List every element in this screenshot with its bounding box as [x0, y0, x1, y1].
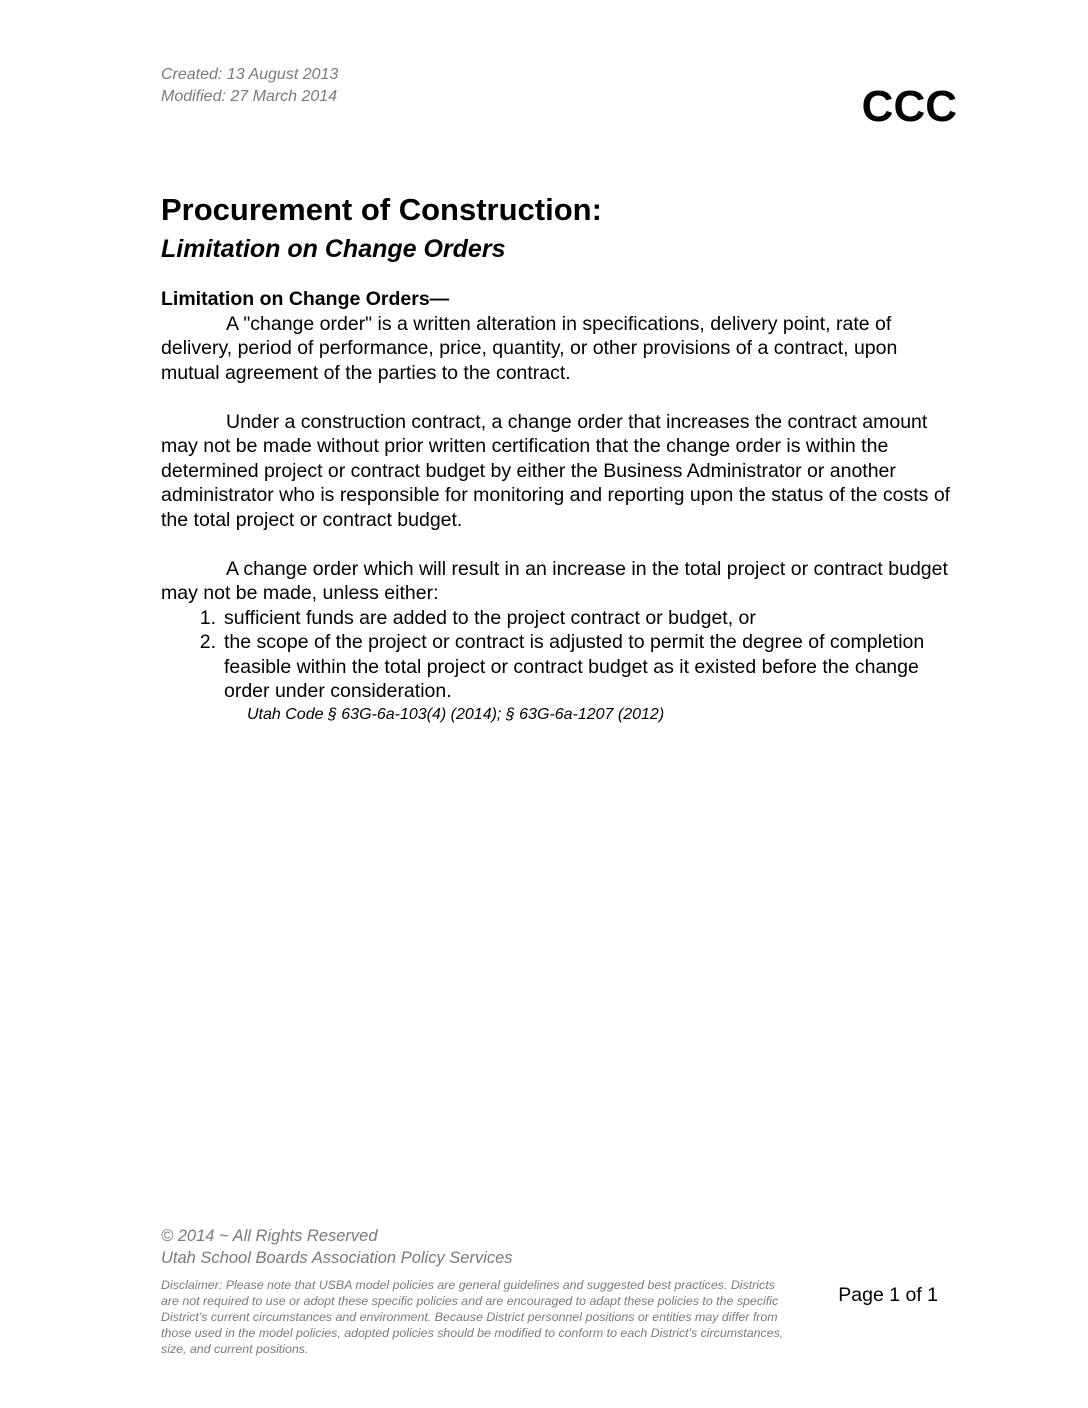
section-heading: Limitation on Change Orders—	[161, 288, 450, 310]
legal-citation: Utah Code § 63G-6a-103(4) (2014); § 63G-6a-1207 (2012)	[247, 705, 665, 723]
paragraph-certification: Under a construction contract, a change order that increases the contract amount may not be made without prior written certification that the change order is within the determined project or contract budget by either the Business Administrator or another administrator who is responsible for monitoring and reporting upon the status of the costs of the total project or contract budget.	[161, 410, 951, 531]
paragraph-spacer	[161, 532, 961, 557]
page-subtitle: Limitation on Change Orders	[161, 235, 506, 263]
paragraph-increase: A change order which will result in an increase in the total project or contract budget may not be made, unless either:	[161, 557, 948, 604]
paragraph-definition: A "change order" is a written alteration in specifications, delivery point, rate of delivery, period of performance, price, quantity, or other provisions of a contract, upon mutual agreement of the parties to the contract.	[161, 312, 898, 384]
list-item	[161, 630, 961, 704]
modified-date: Modified: 27 March 2014	[161, 88, 338, 105]
copyright-block	[161, 1225, 513, 1269]
list-item	[161, 606, 961, 631]
copyright-notice: © 2014 ~ All Rights Reserved	[161, 1227, 378, 1245]
list-item-text: sufficient funds are added to the project contract or budget, or	[224, 606, 756, 629]
policy-body	[161, 287, 961, 725]
created-date: Created: 13 August 2013	[161, 66, 339, 83]
list-item-number: 2.	[199, 631, 216, 653]
policy-code: CCC	[861, 82, 957, 131]
page-number: Page 1 of 1	[838, 1284, 938, 1306]
conditions-list	[161, 606, 961, 704]
disclaimer: Disclaimer: Please note that USBA model policies are general guidelines and suggested best practices. Districts are not required to use or adopt these specific policies and are encouraged to adapt these policies to the specific District's current circumstances and environment. Because District personnel positions or entities may differ from those used in the model policies, adopted policies should be modified to conform to each District's circumstances, size, and current positions.	[161, 1278, 784, 1356]
organization-name: Utah School Boards Association Policy Services	[161, 1249, 513, 1267]
page-title: Procurement of Construction:	[161, 192, 602, 227]
paragraph-spacer	[161, 385, 961, 410]
list-item-number: 1.	[199, 606, 216, 629]
list-item-text: the scope of the project or contract is adjusted to permit the degree of completion feasible within the total project or contract budget as it existed before the change order under consideration.	[224, 631, 925, 702]
document-dates	[161, 64, 338, 108]
